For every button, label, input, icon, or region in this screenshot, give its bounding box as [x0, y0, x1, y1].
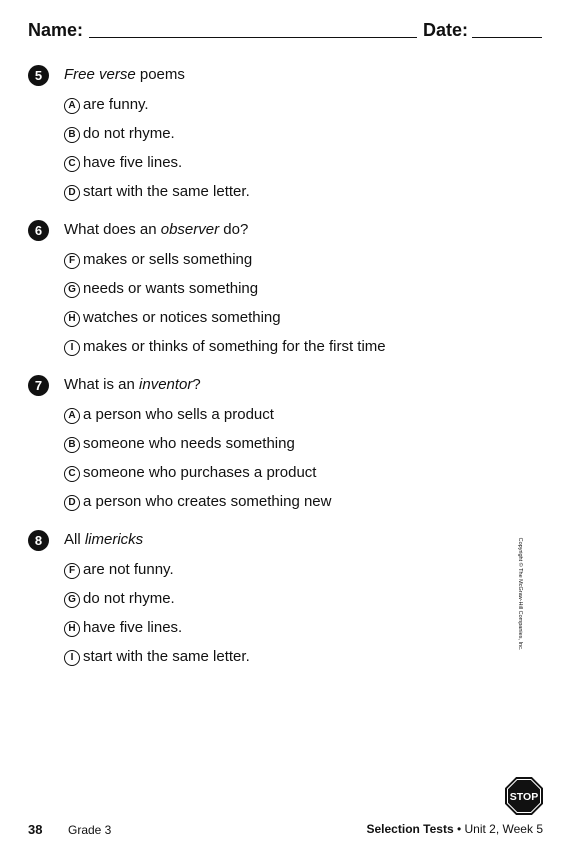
choice-text: do not rhyme.: [83, 590, 175, 607]
answer-choice[interactable]: [64, 280, 258, 298]
answer-choice[interactable]: [64, 619, 182, 637]
choice-text: someone who needs something: [83, 435, 295, 452]
name-blank-line[interactable]: [89, 37, 417, 38]
choice-text: watches or notices something: [83, 309, 281, 326]
date-blank-line[interactable]: [472, 37, 542, 38]
question-number-badge: 5: [28, 65, 49, 86]
question-number-badge: 8: [28, 530, 49, 551]
choice-text: needs or wants something: [83, 280, 259, 297]
section-title: Selection Tests: [366, 822, 454, 836]
choice-text: a person who creates something new: [83, 493, 332, 510]
choice-text: do not rhyme.: [83, 125, 175, 142]
choice-text: start with the same letter.: [83, 648, 250, 665]
answer-choice[interactable]: [64, 96, 149, 114]
choice-text: someone who purchases a product: [83, 464, 317, 481]
answer-choice[interactable]: [64, 183, 250, 201]
choice-text: have five lines.: [83, 619, 183, 636]
answer-bubble[interactable]: G: [64, 282, 80, 298]
answer-choice[interactable]: [64, 590, 175, 608]
question-stem: What is an inventor?: [64, 376, 201, 393]
answer-bubble[interactable]: H: [64, 621, 80, 637]
choice-text: start with the same letter.: [83, 183, 250, 200]
unit-week: • Unit 2, Week 5: [453, 822, 543, 836]
answer-choice[interactable]: [64, 493, 331, 511]
question-stem: What does an observer do?: [64, 221, 249, 238]
answer-choice[interactable]: [64, 154, 182, 172]
answer-bubble[interactable]: A: [64, 98, 80, 114]
choice-text: a person who sells a product: [83, 406, 274, 423]
page-number: 38: [28, 822, 43, 837]
choice-text: makes or sells something: [83, 251, 253, 268]
footer-section: [367, 822, 544, 836]
page-header: [28, 18, 543, 42]
answer-choice[interactable]: [64, 648, 250, 666]
name-label: Name:: [28, 20, 84, 40]
answer-choice[interactable]: [64, 435, 295, 453]
grade-label: Grade 3: [68, 823, 112, 837]
answer-bubble[interactable]: D: [64, 185, 80, 201]
answer-choice[interactable]: [64, 251, 252, 269]
answer-bubble[interactable]: D: [64, 495, 80, 511]
question-number-badge: 7: [28, 375, 49, 396]
question-stem: Free verse poems: [64, 66, 185, 83]
stop-label: STOP: [509, 791, 539, 803]
date-label: Date:: [423, 20, 469, 40]
answer-bubble[interactable]: B: [64, 127, 80, 143]
answer-bubble[interactable]: F: [64, 253, 80, 269]
answer-choice[interactable]: [64, 561, 174, 579]
question-stem: All limericks: [64, 531, 144, 548]
answer-bubble[interactable]: F: [64, 563, 80, 579]
answer-bubble[interactable]: I: [64, 340, 80, 356]
choice-text: are funny.: [83, 96, 149, 113]
answer-bubble[interactable]: C: [64, 466, 80, 482]
question-number-badge: 6: [28, 220, 49, 241]
answer-choice[interactable]: [64, 309, 281, 327]
answer-choice[interactable]: [64, 338, 386, 356]
answer-bubble[interactable]: I: [64, 650, 80, 666]
stop-sign-icon: [505, 777, 543, 815]
answer-choice[interactable]: [64, 406, 274, 424]
answer-choice[interactable]: [64, 464, 316, 482]
answer-bubble[interactable]: B: [64, 437, 80, 453]
choice-text: have five lines.: [83, 154, 183, 171]
answer-bubble[interactable]: C: [64, 156, 80, 172]
answer-bubble[interactable]: H: [64, 311, 80, 327]
answer-bubble[interactable]: G: [64, 592, 80, 608]
choice-text: are not funny.: [83, 561, 174, 578]
answer-bubble[interactable]: A: [64, 408, 80, 424]
answer-choice[interactable]: [64, 125, 175, 143]
choice-text: makes or thinks of something for the first time: [83, 338, 386, 355]
copyright-notice: Copyright © The McGraw-Hill Companies, Inc.: [517, 537, 523, 651]
